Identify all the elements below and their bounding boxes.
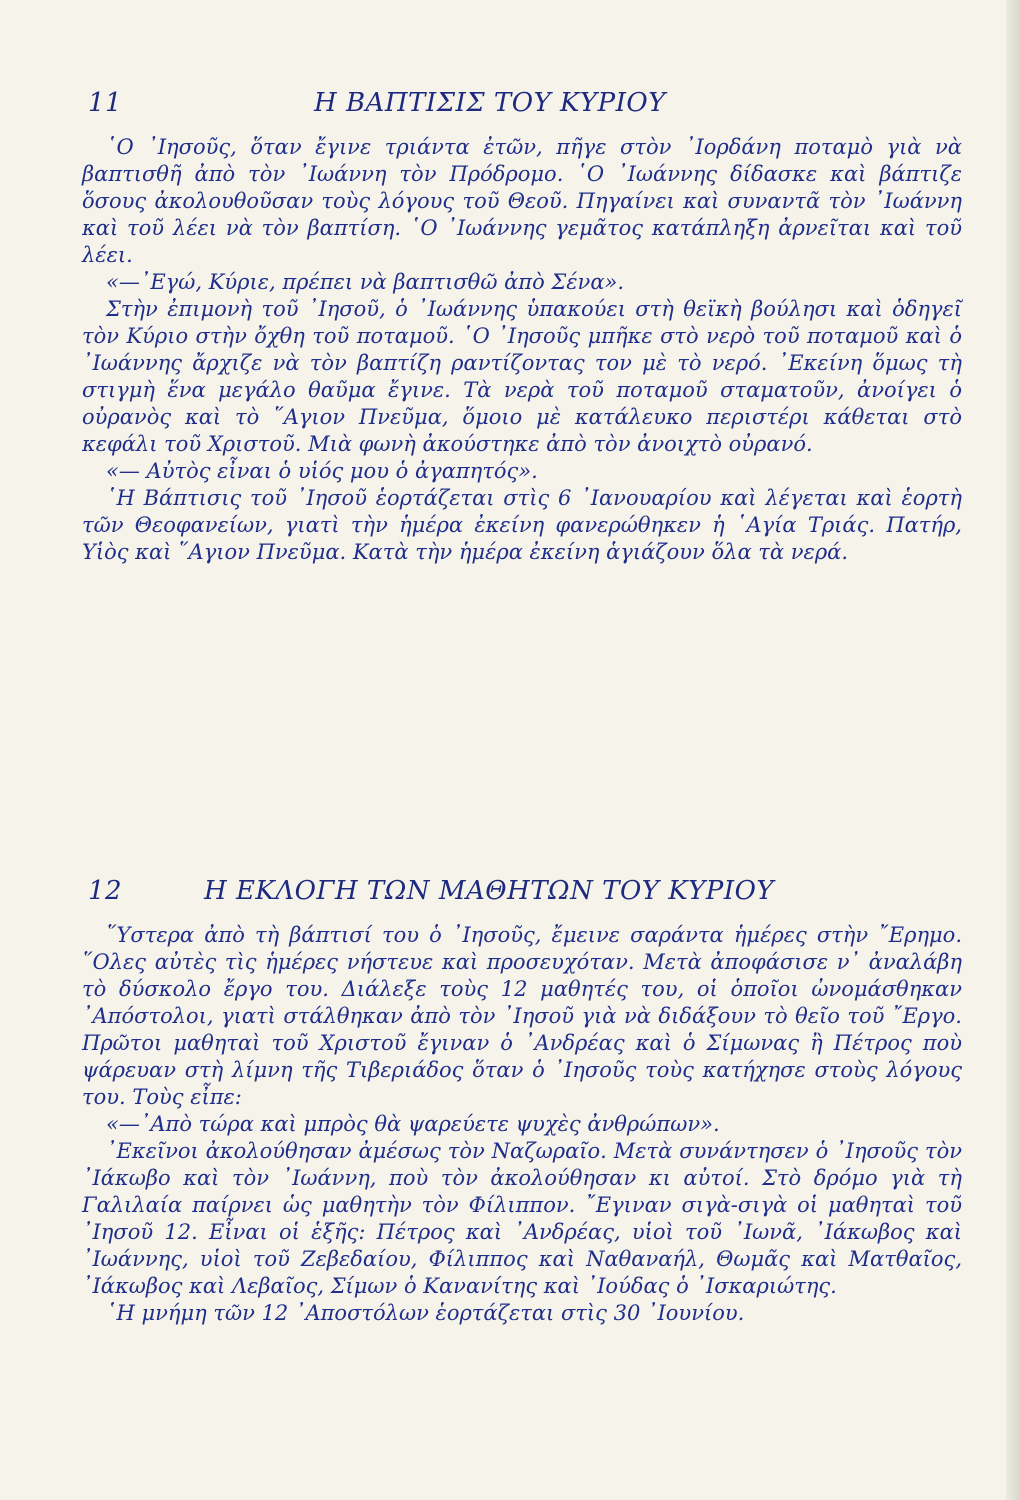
paragraph: ῾Ο ᾿Ιησοῦς, ὅταν ἔγινε τριάντα ἐτῶν, πῆγε στὸν ᾿Ιορδάνη ποταμὸ γιὰ νὰ βαπτισθῆ ἀπὸ τὸν ᾿Ιωάννη τὸν Πρόδρομο. ῾Ο ᾿Ιωάννης δίδασκε καὶ βάπτιζε ὅσους ἀκολουθοῦσαν τοὺς λόγους τοῦ Θεοῦ. Πηγαίνει καὶ συναντᾶ τὸν ᾿Ιωάννη καὶ τοῦ λέει νὰ τὸν βαπτίση. ῾Ο ᾿Ιωάννης γεμᾶτος κατάπληξη ἀρνεῖται καὶ τοῦ λέει. <box>82 135 962 267</box>
section-title: Η ΕΚΛΟΓΗ ΤΩΝ ΜΑΘΗΤΩΝ ΤΟΥ ΚΥΡΙΟΥ <box>204 876 775 906</box>
section-number: 11 <box>88 88 123 118</box>
paragraph: «—᾿Εγώ, Κύριε, πρέπει νὰ βαπτισθῶ ἀπὸ Σένα». <box>106 270 625 294</box>
paragraph: «—᾿Απὸ τώρα καὶ μπρὸς θὰ ψαρεύετε ψυχὲς ἀνθρώπων». <box>106 1112 720 1136</box>
section-baptism <box>82 88 962 566</box>
paragraph: ῾Η μνήμη τῶν 12 ᾿Αποστόλων ἑορτάζεται στὶς 30 ᾿Ιουνίου. <box>106 1301 745 1325</box>
section-body <box>82 922 962 1327</box>
paragraph: ῾Η Βάπτισις τοῦ ᾿Ιησοῦ ἑορτάζεται στὶς 6 ᾿Ιανουαρίου καὶ λέγεται καὶ ἑορτὴ τῶν Θεοφανείων, γιατὶ τὴν ἡμέρα ἐκείνη φανερώθηκεν ἡ ῾Αγία Τριάς. Πατήρ, Υἱὸς καὶ ῞Αγιον Πνεῦμα. Κατὰ τὴν ἡμέρα ἐκείνη ἁγιάζουν ὅλα τὰ νερά. <box>82 486 962 564</box>
section-apostles <box>82 876 962 1327</box>
section-body <box>82 134 962 566</box>
paragraph: ῞Υστερα ἀπὸ τὴ βάπτισί του ὁ ᾿Ιησοῦς, ἔμεινε σαράντα ἡμέρες στὴν ῎Ερημο. ῞Ολες αὐτὲς τὶς ἡμέρες νήστευε καὶ προσευχόταν. Μετὰ ἀποφάσισε ν᾿ ἀναλάβη τὸ δύσκολο ἔργο του. Διάλεξε τοὺς 12 μαθητές του, οἱ ὁποῖοι ὠνομάσθηκαν ᾿Απόστολοι, γιατὶ στάλθηκαν ἀπὸ τὸν ᾿Ιησοῦ γιὰ νὰ διδάξουν τὸ θεῖο τοῦ ῎Εργο. Πρῶτοι μαθηταὶ τοῦ Χριστοῦ ἔγιναν ὁ ᾿Ανδρέας καὶ ὁ Σίμωνας ἢ Πέτρος ποὺ ψάρευαν στὴ λίμνη τῆς Τιβεριάδος ὅταν ὁ ᾿Ιησοῦς τοὺς κατήχησε στοὺς λόγους του. Τοὺς εἶπε: <box>82 923 962 1109</box>
page-spine-edge <box>1006 0 1020 1500</box>
section-title: Η ΒΑΠΤΙΣΙΣ ΤΟΥ ΚΥΡΙΟΥ <box>314 88 666 118</box>
section-heading <box>82 876 962 916</box>
section-heading <box>82 88 962 128</box>
paragraph: «— Αὐτὸς εἶναι ὁ υἱός μου ὁ ἀγαπητός». <box>106 459 538 483</box>
section-number: 12 <box>88 876 123 906</box>
paragraph: ᾿Εκεῖνοι ἀκολούθησαν ἀμέσως τὸν Ναζωραῖο. Μετὰ συνάντησεν ὁ ᾿Ιησοῦς τὸν ᾿Ιάκωβο καὶ τὸν ᾿Ιωάννη, ποὺ τὸν ἀκολούθησαν κι αὐτοί. Στὸ δρόμο γιὰ τὴ Γαλιλαία παίρνει ὡς μαθητὴν τὸν Φίλιππον. ῎Εγιναν σιγὰ-σιγὰ οἱ μαθηταὶ τοῦ ᾿Ιησοῦ 12. Εἶναι οἱ ἑξῆς: Πέτρος καὶ ᾿Ανδρέας, υἱοὶ τοῦ ᾿Ιωνᾶ, ᾿Ιάκωβος καὶ ᾿Ιωάννης, υἱοὶ τοῦ Ζεβεδαίου, Φίλιππος καὶ Ναθαναήλ, Θωμᾶς καὶ Ματθαῖος, ᾿Ιάκωβος καὶ Λεβαῖος, Σίμων ὁ Κανανίτης καὶ ᾿Ιούδας ὁ ᾿Ισκαριώτης. <box>82 1139 962 1298</box>
paragraph: Στὴν ἐπιμονὴ τοῦ ᾿Ιησοῦ, ὁ ᾿Ιωάννης ὑπακούει στὴ θεϊκὴ βούλησι καὶ ὁδηγεῖ τὸν Κύριο στὴν ὄχθη τοῦ ποταμοῦ. ῾Ο ᾿Ιησοῦς μπῆκε στὸ νερὸ τοῦ ποταμοῦ καὶ ὁ ᾿Ιωάννης ἄρχιζε νὰ τὸν βαπτίζη ραντίζοντας τον μὲ τὸ νερό. ᾿Εκείνη ὅμως τὴ στιγμὴ ἕνα μεγάλο θαῦμα ἔγινε. Τὰ νερὰ τοῦ ποταμοῦ σταματοῦν, ἀνοίγει ὁ οὐρανὸς καὶ τὸ ῞Αγιον Πνεῦμα, ὅμοιο μὲ κατάλευκο περιστέρι κάθεται στὸ κεφάλι τοῦ Χριστοῦ. Μιὰ φωνὴ ἀκούστηκε ἀπὸ τὸν ἀνοιχτὸ οὐρανό. <box>82 297 962 456</box>
